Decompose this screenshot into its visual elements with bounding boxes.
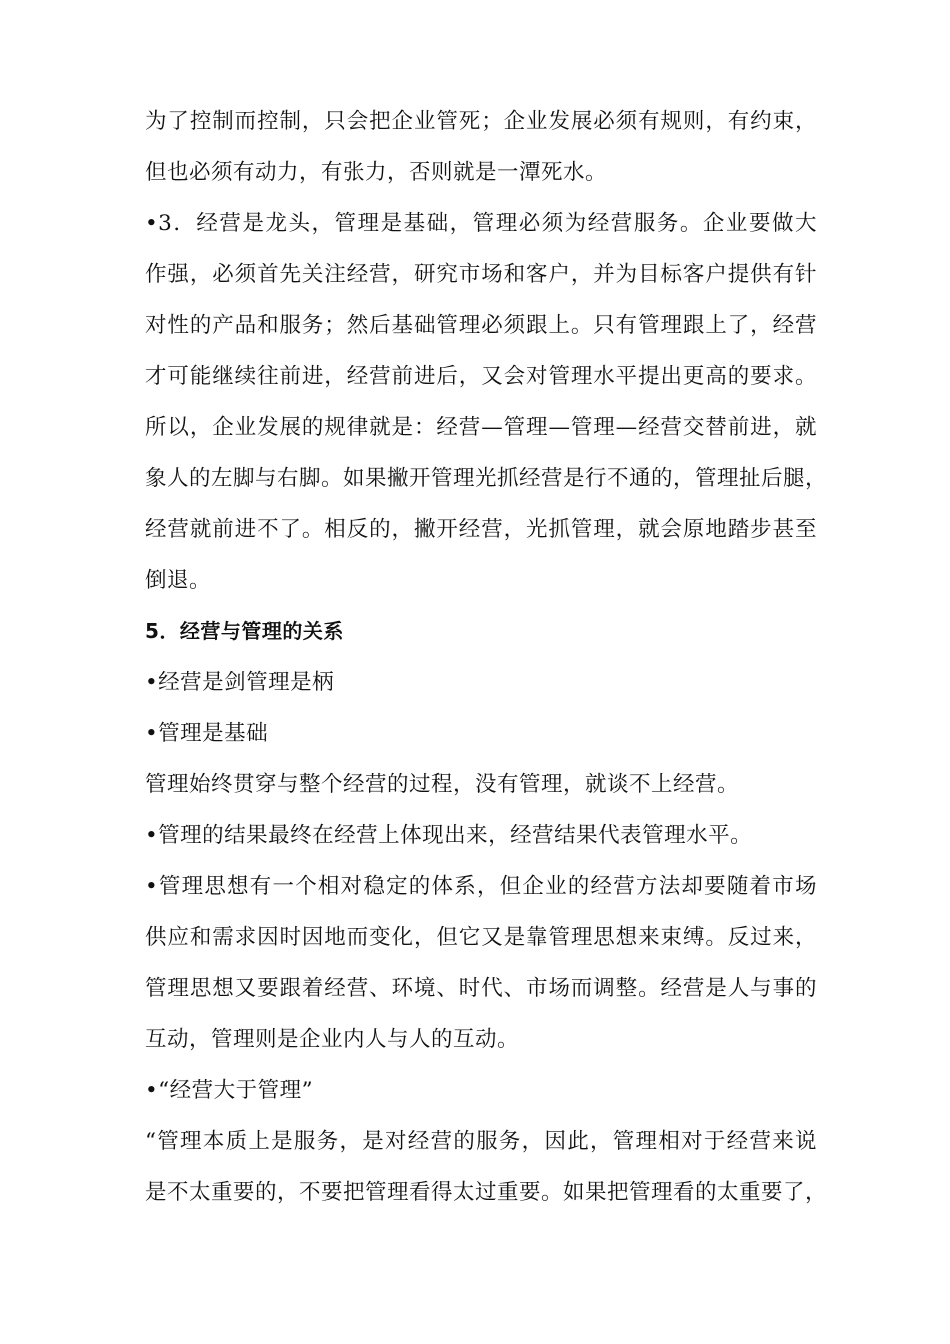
paragraph-line: 才可能继续往前进，经营前进后，又会对管理水平提出更高的要求。 xyxy=(145,364,817,389)
paragraph-line: 倒退。 xyxy=(145,568,212,593)
paragraph-line: 为了控制而控制，只会把企业管死；企业发展必须有规则，有约束， xyxy=(145,109,817,134)
document-body xyxy=(145,96,828,1218)
paragraph-line: 互动，管理则是企业内人与人的互动。 xyxy=(145,1027,520,1052)
quote-paragraph-line: “管理本质上是服务，是对经营的服务，因此，管理相对于经营来说 xyxy=(145,1129,817,1154)
bullet-paragraph-line: •3．经营是龙头，管理是基础，管理必须为经营服务。企业要做大 xyxy=(145,211,817,236)
paragraph-line: 但也必须有动力，有张力，否则就是一潭死水。 xyxy=(145,160,608,185)
bullet-item: •管理是基础 xyxy=(145,721,269,746)
bullet-item: •管理的结果最终在经营上体现出来，经营结果代表管理水平。 xyxy=(145,823,753,848)
bullet-item: •经营是剑管理是柄 xyxy=(145,670,335,695)
paragraph-line: 作强，必须首先关注经营，研究市场和客户，并为目标客户提供有针 xyxy=(145,262,817,287)
paragraph-line: 经营就前进不了。相反的，撇开经营，光抓管理，就会原地踏步甚至 xyxy=(145,517,817,542)
bullet-paragraph-line: •管理思想有一个相对稳定的体系，但企业的经营方法却要随着市场 xyxy=(145,874,817,899)
bullet-item: •“经营大于管理” xyxy=(145,1078,314,1103)
paragraph-line: 象人的左脚与右脚。如果撇开管理光抓经营是行不通的，管理扯后腿， xyxy=(145,466,828,491)
paragraph-line: 供应和需求因时因地而变化，但它又是靠管理思想来束缚。反过来， xyxy=(145,925,817,950)
section-heading: 5．经营与管理的关系 xyxy=(145,619,344,643)
paragraph-line: 管理始终贯穿与整个经营的过程，没有管理，就谈不上经营。 xyxy=(145,772,740,797)
paragraph-line: 是不太重要的，不要把管理看得太过重要。如果把管理看的太重要了， xyxy=(145,1180,828,1205)
paragraph-line: 对性的产品和服务；然后基础管理必须跟上。只有管理跟上了，经营 xyxy=(145,313,817,338)
paragraph-line: 所以，企业发展的规律就是：经营—管理—管理—经营交替前进，就 xyxy=(145,415,817,440)
paragraph-line: 管理思想又要跟着经营、环境、时代、市场而调整。经营是人与事的 xyxy=(145,976,817,1001)
